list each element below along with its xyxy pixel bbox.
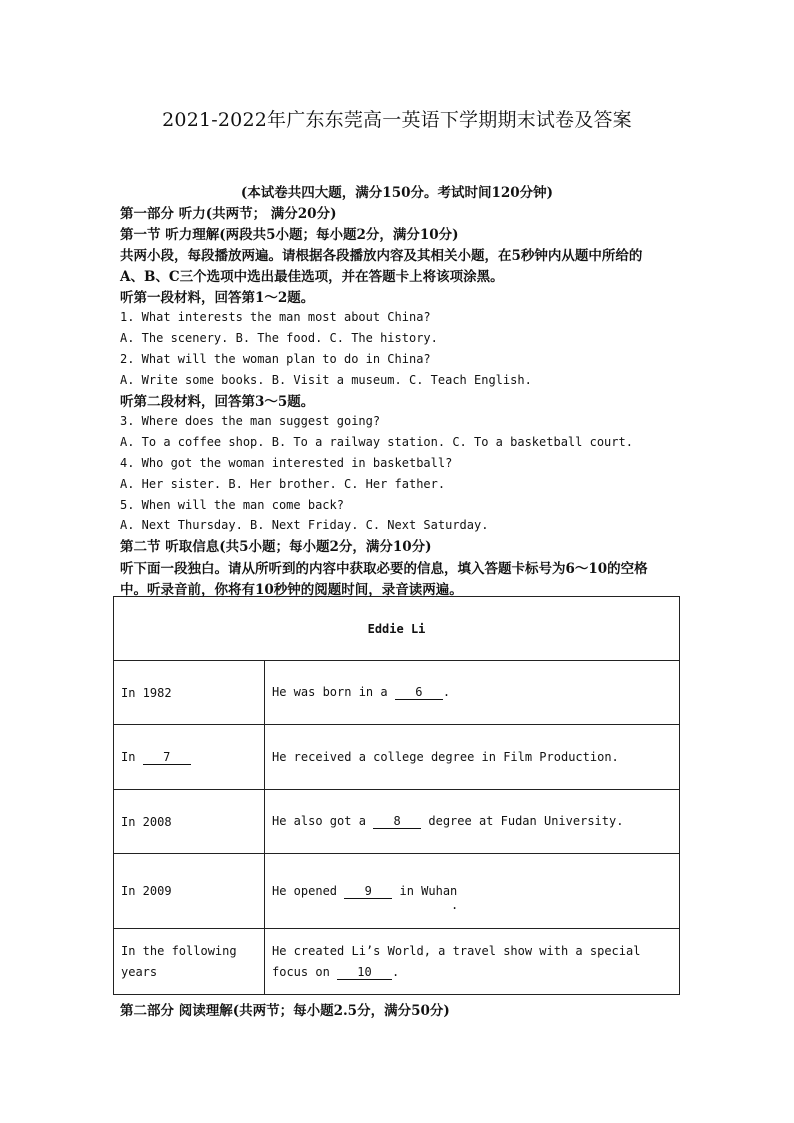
instruction-line1: 共两小段，每段播放两遍。请根据各段播放内容及其相关小题，在5秒钟内从题中所给的 — [120, 248, 643, 264]
row-year: In 1982 — [114, 661, 265, 725]
year-prefix: In — [121, 749, 143, 764]
year-line1: In the following — [121, 943, 237, 958]
table-row — [114, 929, 680, 995]
row-detail — [265, 929, 680, 995]
answer-blank-10: 10 — [337, 966, 392, 980]
question-5-options: A. Next Thursday. B. Next Friday. C. Next Saturday. — [120, 518, 489, 532]
detail-text: He also got a — [272, 814, 374, 828]
answer-blank-7: 7 — [143, 751, 191, 765]
row-year: In 2008 — [114, 790, 265, 854]
table-row — [114, 790, 680, 854]
table-row — [114, 854, 680, 929]
detail-text-end: . — [442, 685, 451, 699]
question-3-options: A. To a coffee shop. B. To a railway station. C. To a basketball court. — [120, 435, 633, 449]
page-title: 2021-2022年广东东莞高一英语下学期期末试卷及答案 — [162, 109, 632, 131]
row-detail — [265, 790, 680, 854]
row-detail — [265, 661, 680, 725]
row-year: In 2009 — [114, 854, 265, 929]
section2-instruction-line2: 中。听录音前，你将有10秒钟的阅题时间，录音读两遍。 — [120, 582, 463, 598]
row-year — [114, 725, 265, 790]
section2-instruction-line1: 听下面一段独白。请从所听到的内容中获取必要的信息，填入答题卡标号为6～10的空格 — [120, 561, 648, 577]
detail-text-end: in Wuhan — [392, 883, 458, 898]
detail-text: focus on — [272, 964, 338, 979]
year-line2: years — [121, 964, 158, 979]
answer-blank-6: 6 — [395, 686, 443, 700]
table-row — [114, 725, 680, 790]
question-4: 4. Who got the woman interested in basketball? — [120, 456, 453, 470]
eddie-li-table — [113, 596, 680, 995]
passage1-intro: 听第一段材料，回答第1～2题。 — [120, 290, 315, 306]
row-detail — [265, 854, 680, 929]
row-detail: He received a college degree in Film Production. — [265, 725, 680, 790]
question-3: 3. Where does the man suggest going? — [120, 414, 381, 428]
question-1-options: A. The scenery. B. The food. C. The history. — [120, 331, 438, 345]
stray-dot: . — [451, 898, 459, 912]
table-header-row — [114, 597, 680, 661]
detail-text-end: . — [392, 964, 400, 979]
table-row — [114, 661, 680, 725]
question-4-options: A. Her sister. B. Her brother. C. Her father. — [120, 477, 446, 491]
section1-heading: 第一节 听力理解(两段共5小题；每小题2分，满分10分) — [120, 227, 459, 243]
exam-info: (本试卷共四大题，满分150分。考试时间120分钟) — [240, 185, 554, 201]
question-2-options: A. Write some books. B. Visit a museum. C. Teach English. — [120, 373, 532, 387]
part1-heading: 第一部分 听力(共两节； 满分20分) — [120, 206, 337, 222]
passage2-intro: 听第二段材料，回答第3～5题。 — [120, 394, 315, 410]
answer-blank-9: 9 — [344, 885, 392, 899]
question-2: 2. What will the woman plan to do in China? — [120, 352, 431, 366]
table-header: Eddie Li — [114, 597, 680, 661]
question-5: 5. When will the man come back? — [120, 498, 344, 512]
detail-line1: He created Li’s World, a travel show with a special — [272, 943, 641, 958]
part2-heading: 第二部分 阅读理解(共两节；每小题2.5分，满分50分) — [120, 1003, 450, 1019]
instruction-line2: A、B、C三个选项中选出最佳选项，并在答题卡上将该项涂黑。 — [120, 269, 504, 285]
question-1: 1. What interests the man most about China? — [120, 310, 431, 324]
detail-text: He opened — [272, 883, 345, 898]
detail-text: He was born in a — [272, 685, 395, 699]
section2-heading: 第二节 听取信息(共5小题；每小题2分，满分10分) — [120, 539, 432, 555]
answer-blank-8: 8 — [373, 815, 421, 829]
row-year — [114, 929, 265, 995]
detail-text-end: degree at Fudan University. — [421, 814, 624, 828]
